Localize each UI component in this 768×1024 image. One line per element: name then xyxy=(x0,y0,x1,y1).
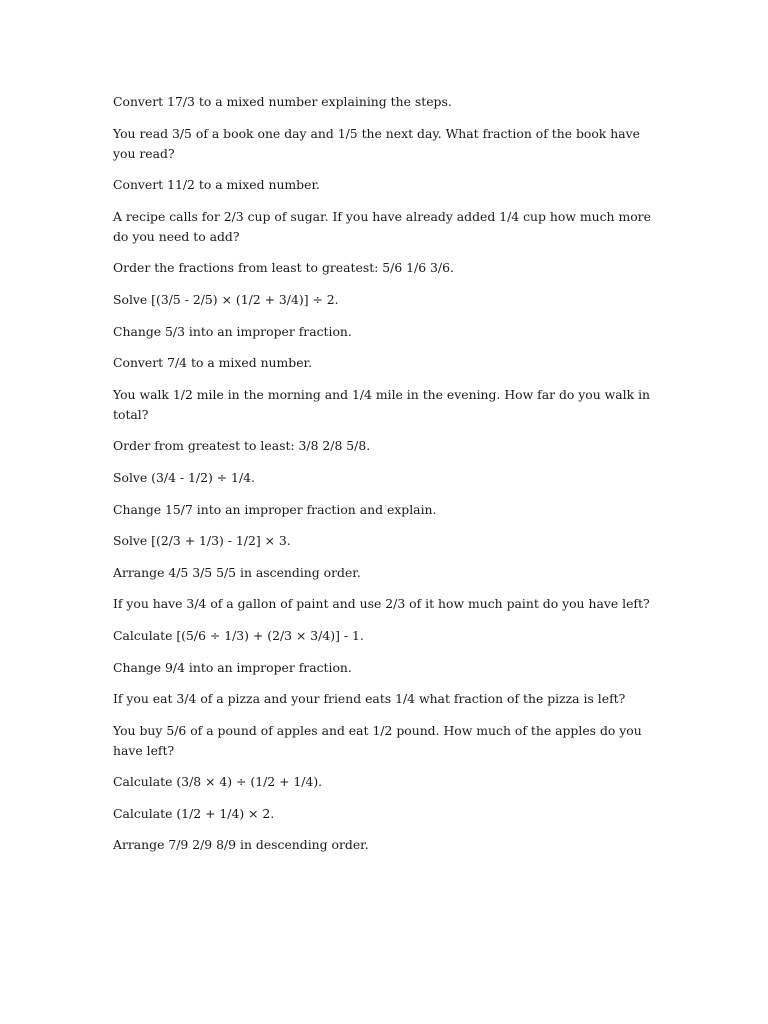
question-item: A recipe calls for 2/3 cup of sugar. If you have already added 1/4 cup how much more do you need to add? xyxy=(113,208,651,244)
question-item: If you have 3/4 of a gallon of paint and use 2/3 of it how much paint do you have left? xyxy=(113,596,650,612)
question-item: You buy 5/6 of a pound of apples and eat 1/2 pound. How much of the apples do you have left? xyxy=(113,722,642,758)
question-item: Convert 7/4 to a mixed number. xyxy=(113,355,313,371)
question-item: Change 9/4 into an improper fraction. xyxy=(113,659,352,675)
question-item: You walk 1/2 mile in the morning and 1/4 mile in the evening. How far do you walk in total? xyxy=(113,386,651,422)
question-item: You read 3/5 of a book one day and 1/5 the next day. What fraction of the book have you read? xyxy=(113,125,640,161)
question-item: If you eat 3/4 of a pizza and your friend eats 1/4 what fraction of the pizza is left? xyxy=(113,691,626,707)
question-item: Convert 11/2 to a mixed number. xyxy=(113,177,320,193)
question-item: Calculate [(5/6 ÷ 1/3) + (2/3 × 3/4)] - 1. xyxy=(113,627,364,643)
question-item: Change 15/7 into an improper fraction and explain. xyxy=(113,501,437,517)
question-item: Calculate (3/8 × 4) ÷ (1/2 + 1/4). xyxy=(113,774,323,790)
question-item: Solve (3/4 - 1/2) ÷ 1/4. xyxy=(113,469,255,485)
question-item: Solve [(3/5 - 2/5) × (1/2 + 3/4)] ÷ 2. xyxy=(113,291,339,307)
question-item: Calculate (1/2 + 1/4) × 2. xyxy=(113,805,275,821)
question-item: Change 5/3 into an improper fraction. xyxy=(113,323,352,339)
question-item: Order from greatest to least: 3/8 2/8 5/8. xyxy=(113,438,371,454)
question-item: Solve [(2/3 + 1/3) - 1/2] × 3. xyxy=(113,533,291,549)
question-item: Arrange 4/5 3/5 5/5 in ascending order. xyxy=(113,564,361,580)
question-item: Convert 17/3 to a mixed number explaining the steps. xyxy=(113,94,452,109)
question-item: Arrange 7/9 2/9 8/9 in descending order. xyxy=(113,837,369,853)
question-list xyxy=(113,92,658,867)
question-item: Order the fractions from least to greatest: 5/6 1/6 3/6. xyxy=(113,260,454,276)
